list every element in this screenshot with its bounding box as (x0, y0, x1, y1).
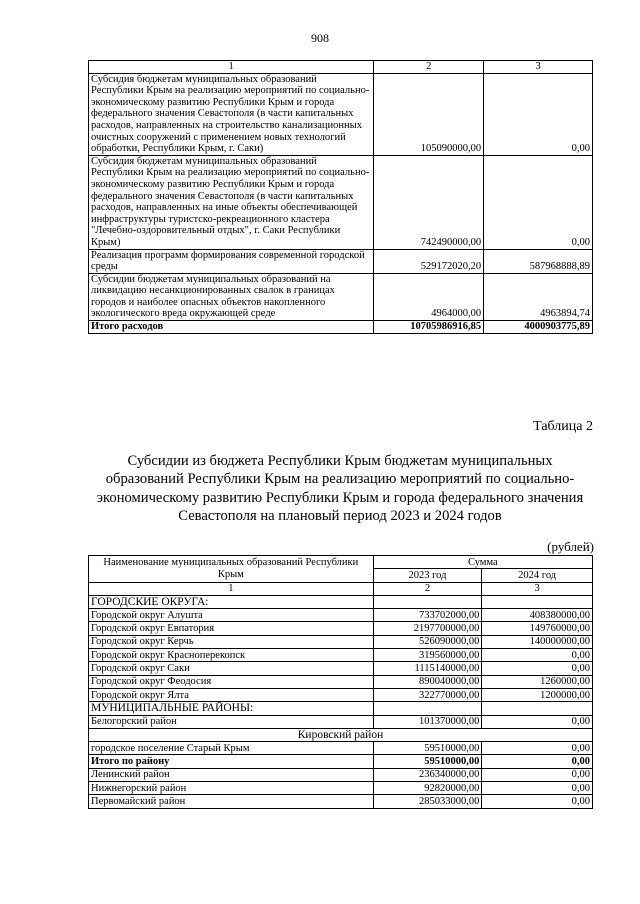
row-name: Реализация программ формирования современной городской среды (89, 249, 374, 273)
row-name: Городской округ Красноперекопск (89, 649, 374, 662)
total-value-2023: 4000903775,89 (484, 321, 593, 334)
page-number: 908 (311, 31, 329, 45)
row-value-2024: 1200000,00 (482, 688, 593, 701)
column-header-2023: 2023 год (373, 569, 482, 582)
table-row (89, 609, 593, 622)
table-row (89, 768, 593, 781)
district-total-row (89, 755, 593, 768)
row-name: Городской округ Феодосия (89, 675, 374, 688)
row-value-2024: 408380000,00 (482, 609, 593, 622)
row-name: Субсидия бюджетам муниципальных образований Республики Крым на реализацию мероприятий по социально-экономическому развитию Республики Крым и города федерального значения Севастополя (в части капитальных расходов, направленных на строительство канализационных очистных сооружений с применением новых технологий обработки, Республики Крым, г. Саки) (89, 73, 374, 155)
table-row (89, 249, 593, 273)
table-row (89, 675, 593, 688)
row-value-2024: 0,00 (482, 662, 593, 675)
row-value-2023: 322770000,00 (373, 688, 482, 701)
column-number: 1 (89, 582, 374, 595)
row-value-2022: 529172020,20 (374, 249, 484, 273)
row-value-2024: 149760000,00 (482, 622, 593, 635)
total-value-2024: 0,00 (482, 755, 593, 768)
row-value-2023: 285033000,00 (373, 795, 482, 808)
table-row (89, 273, 593, 320)
row-value-2023: 0,00 (484, 73, 593, 155)
column-number: 2 (374, 61, 484, 74)
column-number: 1 (89, 61, 374, 74)
row-value-2022: 105090000,00 (374, 73, 484, 155)
row-value-2024: 0,00 (482, 795, 593, 808)
row-value-2024: 140000000,00 (482, 635, 593, 648)
section-label: МУНИЦИПАЛЬНЫЕ РАЙОНЫ: (89, 702, 374, 715)
table-row (89, 715, 593, 728)
row-value-2024: 0,00 (482, 715, 593, 728)
row-name: Городской округ Ялта (89, 688, 374, 701)
row-value-2023: 4963894,74 (484, 273, 593, 320)
row-name: городское поселение Старый Крым (89, 742, 374, 755)
row-name: Белогорский район (89, 715, 374, 728)
table-header-row (89, 61, 593, 74)
row-value-2024: 1260000,00 (482, 675, 593, 688)
row-value-2023: 890040000,00 (373, 675, 482, 688)
table-row (89, 73, 593, 155)
column-header-name: Наименование муниципальных образований Республики Крым (89, 556, 374, 583)
total-label: Итого расходов (89, 321, 374, 334)
row-value-2024: 0,00 (482, 649, 593, 662)
row-value-2024: 0,00 (482, 782, 593, 795)
row-value-2022: 742490000,00 (374, 155, 484, 249)
table-row (89, 622, 593, 635)
column-number: 3 (484, 61, 593, 74)
table-row (89, 662, 593, 675)
table-header-row (89, 582, 593, 595)
table-row (89, 782, 593, 795)
row-value-2023: 319560000,00 (373, 649, 482, 662)
row-name: Городской округ Саки (89, 662, 374, 675)
table-row (89, 742, 593, 755)
table-caption: Таблица 2 (533, 419, 593, 434)
row-name: Субсидии бюджетам муниципальных образований на ликвидацию несанкционированных свалок в границах городов и наиболее опасных объектов накопленного экологического вреда окружающей среде (89, 273, 374, 320)
row-value-2023: 733702000,00 (373, 609, 482, 622)
row-value-2024: 0,00 (482, 768, 593, 781)
row-value-2023: 236340000,00 (373, 768, 482, 781)
section-row (89, 595, 593, 608)
column-number: 2 (373, 582, 482, 595)
row-name: Городской округ Евпатория (89, 622, 374, 635)
table-row (89, 155, 593, 249)
row-value-2023: 2197700000,00 (373, 622, 482, 635)
row-value-2023: 0,00 (484, 155, 593, 249)
section-row (89, 702, 593, 715)
row-name: Ленинский район (89, 768, 374, 781)
row-value-2024: 0,00 (482, 742, 593, 755)
table-row (89, 635, 593, 648)
row-value-2023: 92820000,00 (373, 782, 482, 795)
total-value-2022: 10705986916,85 (374, 321, 484, 334)
expenses-table (88, 60, 593, 334)
section-label: ГОРОДСКИЕ ОКРУГА: (89, 595, 374, 608)
column-number: 3 (482, 582, 593, 595)
table-row (89, 795, 593, 808)
table-row (89, 649, 593, 662)
table-row (89, 688, 593, 701)
row-value-2023: 101370000,00 (373, 715, 482, 728)
row-value-2023: 1115140000,00 (373, 662, 482, 675)
column-header-sum: Сумма (373, 556, 592, 569)
row-name: Городской округ Керчь (89, 635, 374, 648)
total-label: Итого по району (89, 755, 374, 768)
table-header-row (89, 556, 593, 569)
table-title: Субсидии из бюджета Республики Крым бюджетам муниципальных образований Республики Крым на реализацию мероприятий по социально-экономическому развитию Республики Крым и города федерального значения Севастополя на плановый период 2023 и 2024 годов (96, 453, 584, 525)
row-name: Первомайский район (89, 795, 374, 808)
district-header-row (89, 728, 593, 741)
row-name: Субсидия бюджетам муниципальных образований Республики Крым на реализацию мероприятий по социально-экономическому развитию Республики Крым и города федерального значения Севастополя (в части капитальных расходов, направленных на иные объекты обеспечивающей инфраструктуры туристско-рекреационного кластера "Лечебно-оздоровительный отдых", г. Саки Республики Крым) (89, 155, 374, 249)
row-name: Нижнегорский район (89, 782, 374, 795)
total-row (89, 321, 593, 334)
column-header-2024: 2024 год (482, 569, 593, 582)
row-name: Городской округ Алушта (89, 609, 374, 622)
row-value-2023: 526090000,00 (373, 635, 482, 648)
row-value-2022: 4964000,00 (374, 273, 484, 320)
units-label: (рублей) (547, 539, 594, 554)
total-value-2023: 59510000,00 (373, 755, 482, 768)
district-header: Кировский район (89, 728, 593, 741)
subsidies-table (88, 555, 593, 809)
row-value-2023: 59510000,00 (373, 742, 482, 755)
row-value-2023: 587968888,89 (484, 249, 593, 273)
